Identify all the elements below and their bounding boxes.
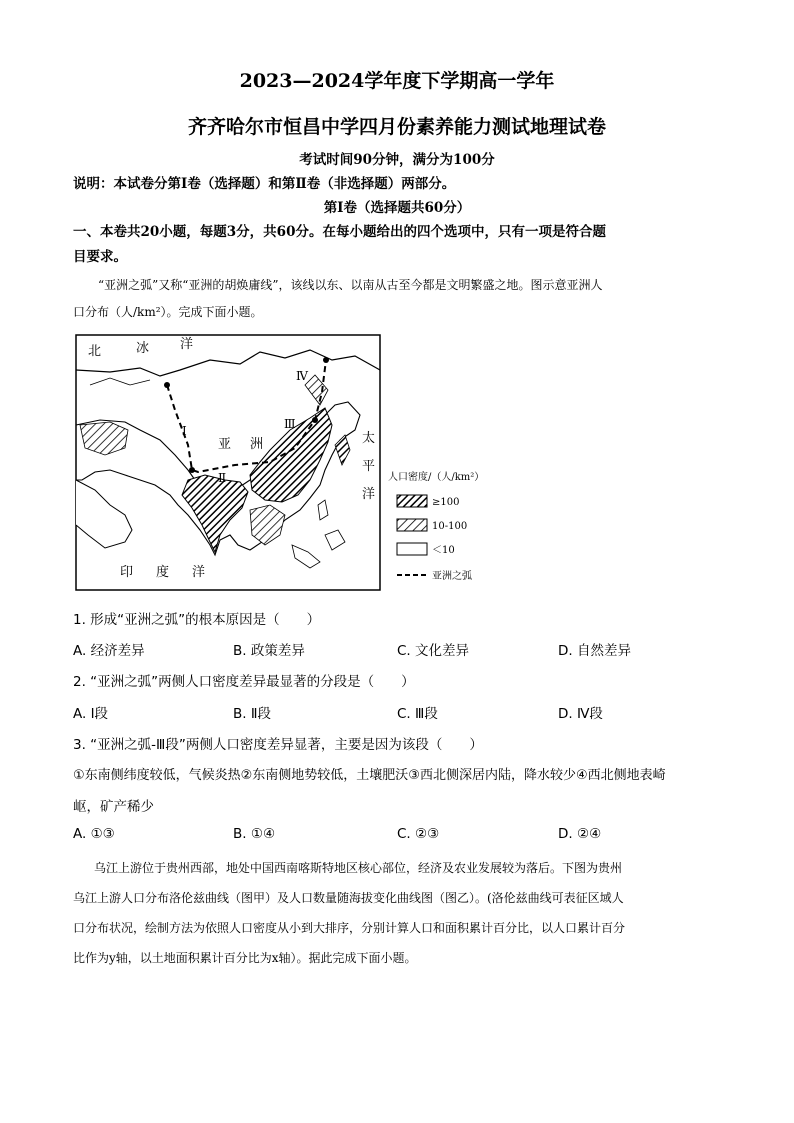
map-frame [76, 335, 380, 590]
exam-title-line2: 齐齐哈尔市恒昌中学四月份素养能力测试地理试卷 [187, 116, 606, 138]
q2-option-d[interactable]: D. Ⅳ段 [558, 706, 603, 722]
label-asia-1: 亚 [218, 437, 232, 452]
q1-option-a[interactable]: A. 经济差异 [73, 643, 145, 659]
label-seg3: Ⅲ [284, 417, 296, 431]
section-title: 第Ⅰ卷（选择题共60分） [323, 200, 471, 216]
q2-option-c[interactable]: C. Ⅲ段 [397, 706, 438, 722]
legend-swatch-low [397, 543, 427, 555]
question2-stem: 2. “亚洲之弧”两侧人口密度差异最显著的分段是（ ） [73, 674, 415, 690]
label-pacific-1: 太 [362, 431, 376, 446]
q2-option-b[interactable]: B. Ⅱ段 [233, 706, 271, 722]
label-pacific-3: 洋 [362, 487, 376, 502]
q1-option-c[interactable]: C. 文化差异 [397, 643, 470, 659]
legend-swatch-mid [397, 519, 427, 531]
q2-option-a[interactable]: A. Ⅰ段 [73, 706, 109, 722]
question3-statements-line1: ①东南侧纬度较低，气候炎热②东南侧地势较低，土壤肥沃③西北侧深居内陆，降水较少④西北侧地表崎 [73, 768, 666, 783]
label-indian-2: 度 [156, 565, 170, 580]
question1-stem: 1. 形成“亚洲之弧”的根本原因是（ ） [73, 612, 321, 628]
legend-title: 人口密度/（人/km²） [388, 472, 485, 483]
label-arctic-1: 北 [88, 344, 102, 359]
exam-note: 说明：本试卷分第Ⅰ卷（选择题）和第Ⅱ卷（非选择题）两部分。 [73, 176, 456, 192]
label-arctic-2: 冰 [136, 341, 150, 356]
instructions-line2: 目要求。 [73, 249, 127, 265]
q1-option-b[interactable]: B. 政策差异 [233, 643, 305, 659]
label-asia-2: 洲 [250, 437, 264, 452]
passage2-line2: 乌江上游人口分布洛伦兹曲线（图甲）及人口数量随海拔变化曲线图（图乙）。(洛伦兹曲线可表征区域人 [73, 891, 624, 905]
exam-info: 考试时间90分钟，满分为100分 [299, 152, 495, 168]
instructions-line1: 一、本卷共20小题，每题3分，共60分。在每小题给出的四个选项中，只有一项是符合题 [73, 224, 606, 240]
exam-title-line1: 2023—2024学年度下学期高一学年 [239, 70, 555, 92]
q3-option-b[interactable]: B. ①④ [233, 826, 276, 842]
label-indian-1: 印 [120, 565, 134, 580]
q1-option-d[interactable]: D. 自然差异 [558, 643, 631, 659]
label-seg2: Ⅱ [218, 471, 227, 485]
label-pacific-2: 平 [362, 459, 376, 474]
label-seg1: Ⅰ [182, 424, 187, 438]
q3-option-d[interactable]: D. ②④ [558, 826, 602, 842]
passage2-line3: 口分布状况，绘制方法为依照人口密度从小到大排序，分别计算人口和面积累计百分比，以人口累计百分 [73, 921, 626, 935]
label-indian-3: 洋 [192, 565, 206, 580]
label-arctic-3: 洋 [180, 337, 194, 352]
legend-item-arc: 亚洲之弧 [432, 571, 472, 582]
legend-item-low: ＜10 [432, 545, 455, 556]
passage1-line1: “亚洲之弧”又称“亚洲的胡焕庸线”，该线以东、以南从古至今都是文明繁盛之地。图示意亚洲人 [98, 278, 603, 292]
passage1-line2: 口分布（人/km²）。完成下面小题。 [73, 305, 263, 319]
asia-population-map [70, 330, 510, 595]
passage2-line4: 比作为y轴，以土地面积累计百分比为x轴）。据此完成下面小题。 [73, 951, 417, 965]
question3-stem: 3. “亚洲之弧-Ⅲ段”两侧人口密度差异显著，主要是因为该段（ ） [73, 737, 483, 753]
legend-swatch-dense [397, 495, 427, 507]
label-seg4: Ⅳ [296, 369, 308, 383]
question3-statements-line2: 岖，矿产稀少 [73, 799, 154, 815]
q3-option-c[interactable]: C. ②③ [397, 826, 440, 842]
passage2-line1: 乌江上游位于贵州西部，地处中国西南喀斯特地区核心部位，经济及农业发展较为落后。下图为贵州 [94, 861, 623, 875]
q3-option-a[interactable]: A. ①③ [73, 826, 115, 842]
legend-item-mid: 10-100 [432, 521, 468, 532]
legend-item-dense: ≥100 [432, 497, 460, 508]
